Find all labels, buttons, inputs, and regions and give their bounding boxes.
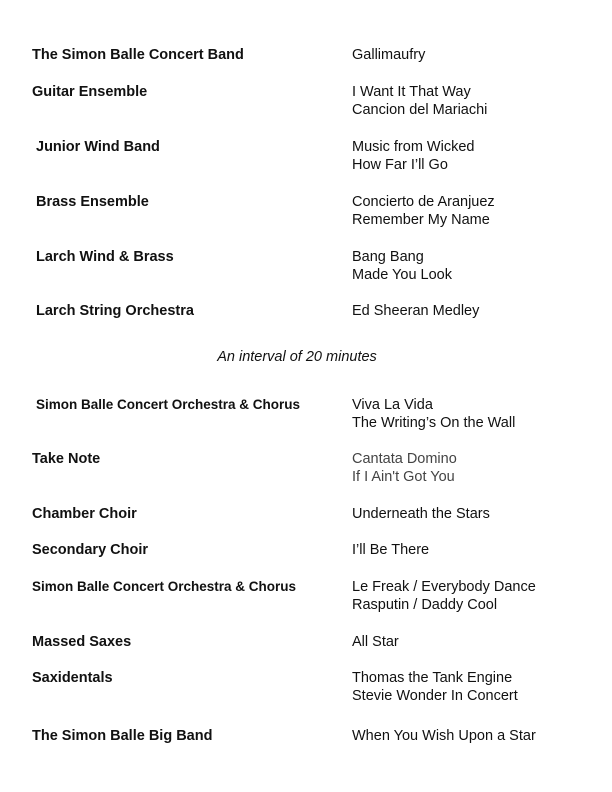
piece-title: Bang Bang (352, 249, 424, 265)
piece-list (352, 396, 515, 432)
piece-title: Le Freak / Everybody Dance (352, 579, 536, 595)
ensemble-name: Saxidentals (32, 670, 113, 686)
piece-list (352, 727, 536, 745)
piece-title: I’ll Be There (352, 542, 430, 558)
piece-title: Viva La Vida (352, 397, 433, 413)
piece-list (352, 450, 457, 486)
piece-title: Music from Wicked (352, 139, 475, 155)
piece-list (352, 578, 536, 614)
ensemble-name: Brass Ensemble (36, 194, 149, 210)
ensemble-name: The Simon Balle Concert Band (32, 47, 244, 63)
piece-title: If I Ain't Got You (352, 469, 455, 485)
piece-title: Underneath the Stars (352, 506, 490, 522)
piece-title: I Want It That Way (352, 84, 471, 100)
piece-title: Cancion del Mariachi (352, 102, 488, 118)
piece-title: Ed Sheeran Medley (352, 303, 480, 319)
piece-list (352, 505, 490, 523)
piece-list (352, 248, 452, 284)
piece-title: Thomas the Tank Engine (352, 670, 513, 686)
ensemble-name: Take Note (32, 451, 101, 467)
ensemble-name: Simon Balle Concert Orchestra & Chorus (36, 397, 301, 412)
ensemble-name: Junior Wind Band (36, 139, 160, 155)
ensemble-name: Larch Wind & Brass (36, 249, 174, 265)
piece-title: Cantata Domino (352, 451, 457, 467)
piece-title: The Writing’s On the Wall (352, 415, 516, 431)
ensemble-name: Secondary Choir (32, 542, 149, 558)
piece-list (352, 193, 495, 229)
ensemble-name: Simon Balle Concert Orchestra & Chorus (32, 579, 297, 594)
piece-title: When You Wish Upon a Star (352, 728, 536, 744)
ensemble-name: Chamber Choir (32, 506, 137, 522)
piece-list (352, 83, 487, 119)
ensemble-name: Larch String Orchestra (36, 303, 194, 319)
piece-title: Gallimaufry (352, 47, 426, 63)
piece-title: Made You Look (352, 267, 452, 283)
ensemble-name: Massed Saxes (32, 634, 132, 650)
piece-list (352, 669, 518, 705)
piece-title: All Star (352, 634, 399, 650)
piece-list (352, 138, 474, 174)
piece-title: How Far I’ll Go (352, 157, 448, 173)
piece-list (352, 302, 479, 320)
interval-note: An interval of 20 minutes (217, 349, 377, 365)
piece-list (352, 541, 429, 559)
piece-title: Concierto de Aranjuez (352, 194, 495, 210)
ensemble-name: The Simon Balle Big Band (32, 728, 213, 744)
piece-title: Rasputin / Daddy Cool (352, 597, 498, 613)
piece-list (352, 46, 425, 64)
piece-title: Stevie Wonder In Concert (352, 688, 518, 704)
piece-title: Remember My Name (352, 212, 490, 228)
piece-list (352, 633, 399, 651)
ensemble-name: Guitar Ensemble (32, 84, 148, 100)
